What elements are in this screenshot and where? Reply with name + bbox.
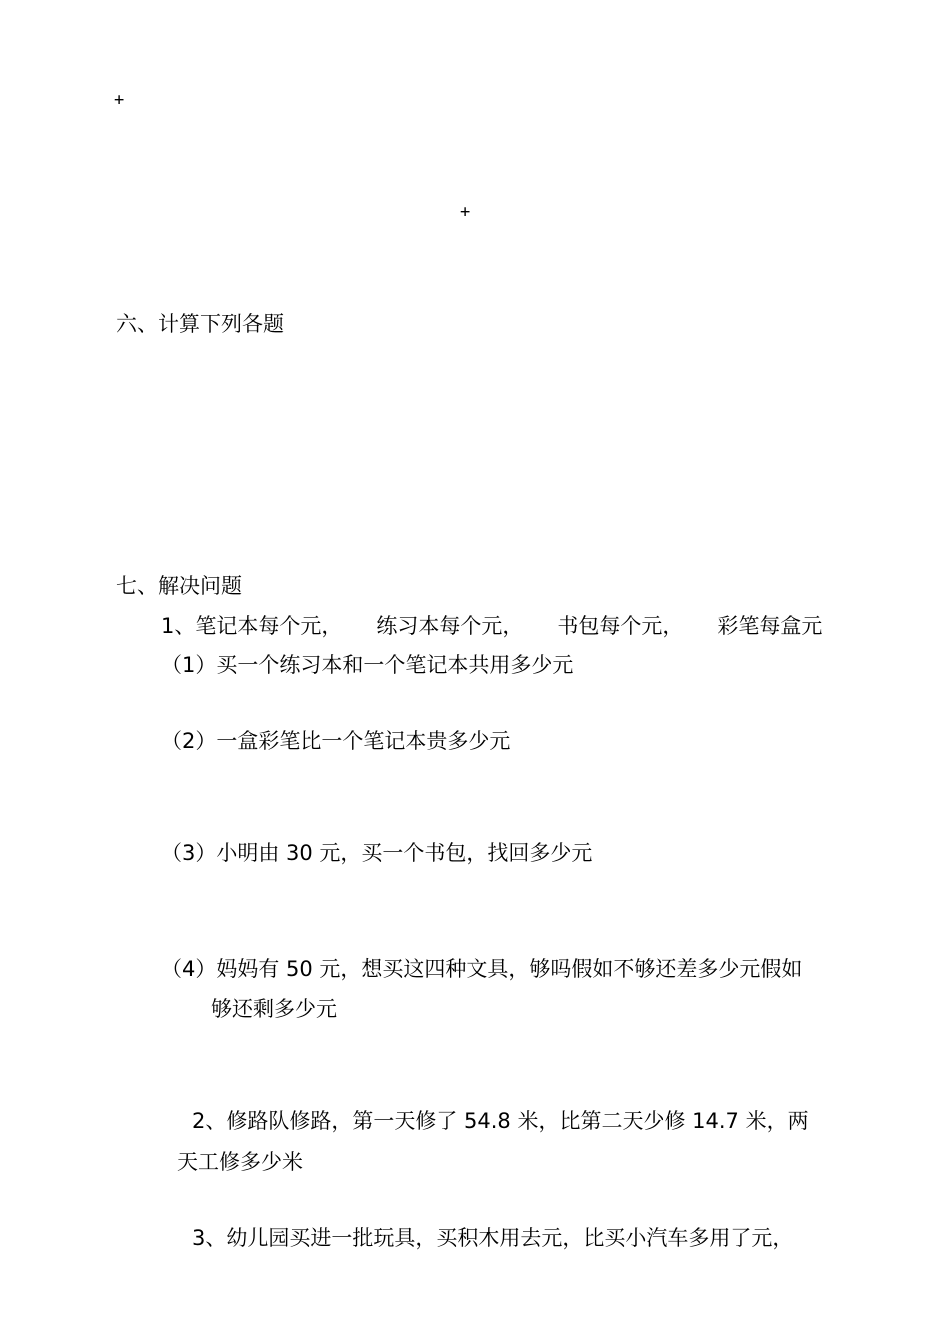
plus-mark: + [460,202,471,222]
question-1-intro [161,613,822,639]
question-2-line-2: 天工修多少米 [177,1150,303,1174]
question-1-sub-4-line-2: 够还剩多少元 [211,997,337,1021]
question-1-sub-3: （3）小明由 30 元，买一个书包，找回多少元 [161,841,593,865]
question-1-intro-part1: 1、笔记本每个元， [161,614,343,638]
question-1-intro-part4: 彩笔每盒元 [717,614,823,638]
question-1-intro-part3: 书包每个元， [557,614,684,638]
question-1-sub-1: （1）买一个练习本和一个笔记本共用多少元 [161,653,574,677]
question-1-sub-2: （2）一盒彩笔比一个笔记本贵多少元 [161,729,511,753]
section-6-title: 六、计算下列各题 [116,312,284,336]
question-2-line-1: 2、修路队修路，第一天修了 54.8 米，比第二天少修 14.7 米，两 [192,1109,809,1133]
question-3-line-1: 3、幼儿园买进一批玩具，买积木用去元，比买小汽车多用了元， [192,1226,794,1250]
question-1-intro-part2: 练习本每个元， [376,614,524,638]
question-1-sub-4-line-1: （4）妈妈有 50 元，想买这四种文具，够吗假如不够还差多少元假如 [161,957,803,981]
section-7-title: 七、解决问题 [116,574,242,598]
plus-mark: + [114,90,125,110]
